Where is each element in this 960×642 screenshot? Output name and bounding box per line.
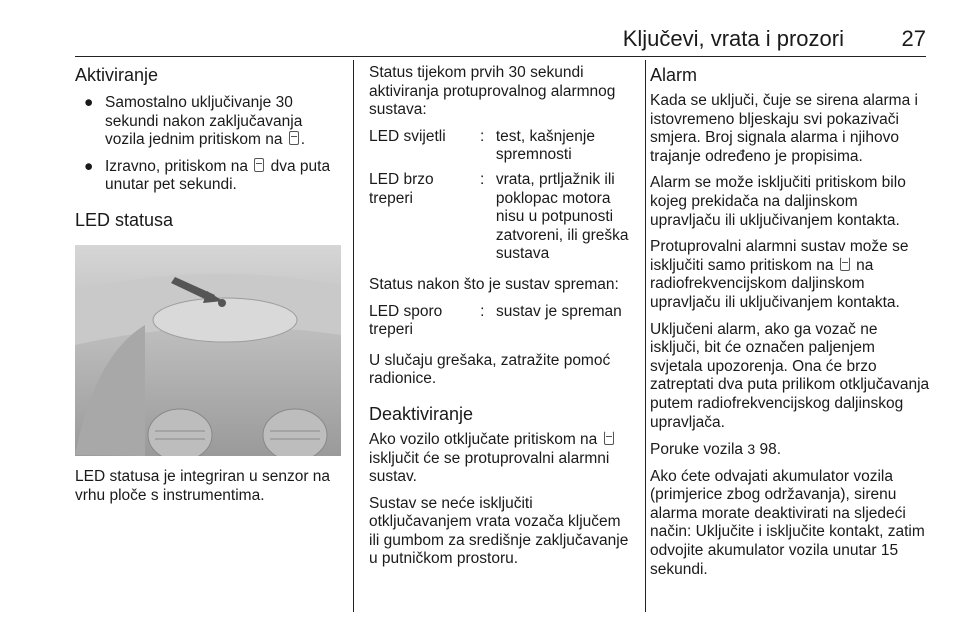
alarm-paragraph-6: Ako ćete odvajati akumulator vozila (primjerice zbog održavanja), sirenu alarma morate deaktivirati na sljedeći način: Uključite i isključite kontakt, zatim odvojite akumulator vozila unutar 15 sekundi. xyxy=(650,467,925,578)
column-middle xyxy=(369,64,635,569)
list-item xyxy=(75,158,343,195)
alarm-paragraph-5 xyxy=(650,440,930,460)
list-item xyxy=(75,94,343,150)
bullet-text: Izravno, pritiskom na xyxy=(105,157,248,175)
alarm-paragraph-4: Uključeni alarm, ako ga vozač ne isključi, bit će označen paljenjem svjetala upozorenja. Ona će brzo zatreptati dva puta prilikom otključavanja putem radiofrekvencijskog daljinskog upravljača. xyxy=(650,320,930,431)
bullet-suffix: . xyxy=(300,131,306,149)
table-sep: : xyxy=(480,170,485,188)
page-reference-arrow-icon[interactable]: 3 xyxy=(747,441,756,458)
deact-text-b: isključit će se protuprovalni alarmni sustav. xyxy=(369,449,610,486)
table-sep: : xyxy=(480,302,485,320)
deactivation-paragraph-1 xyxy=(369,431,635,487)
lock-icon xyxy=(254,158,264,172)
deact-text-a: Ako vozilo otključate pritiskom na xyxy=(369,430,598,448)
table-key: LED svijetli xyxy=(369,127,446,145)
unlock-icon xyxy=(604,431,614,445)
lock-icon xyxy=(289,131,299,145)
table-key: LED sporo treperi xyxy=(369,302,443,339)
bullet-suffix: dva puta unutar pet sekundi. xyxy=(105,157,331,194)
table-sep: : xyxy=(480,127,485,145)
table-key: LED brzo treperi xyxy=(369,170,434,207)
p5-text-a: Poruke vozila xyxy=(650,441,744,459)
heading-deactivation: Deaktiviranje xyxy=(369,403,474,424)
errors-text: U slučaju grešaka, zatražite pomoć radionice. xyxy=(369,351,611,388)
p5-text-b[interactable]: 98. xyxy=(759,441,782,459)
deactivation-paragraph-2: Sustav se neće isključiti otključavanjem vrata vozača ključem ili gumbom za središnje zaključavanje u putničkom prostoru. xyxy=(369,494,629,568)
column-right xyxy=(650,64,930,579)
alarm-paragraph-1: Kada se uključi, čuje se sirena alarma i istovremeno bljeskaju svi pokazivači smjera. Broj signala alarma i njihovo trajanje određeno je propisima. xyxy=(650,92,918,165)
bullet-icon: ● xyxy=(84,157,94,175)
status-table-2 xyxy=(369,303,635,346)
header-rule xyxy=(75,56,926,57)
bullet-icon: ● xyxy=(84,94,94,111)
activation-list xyxy=(75,94,343,195)
unlock-icon xyxy=(840,257,850,271)
alarm-paragraph-3 xyxy=(650,238,930,312)
status-first-30-text: Status tijekom prvih 30 sekundi aktiviranja protuprovalnog alarmnog sustava: xyxy=(369,64,616,119)
dashboard-led-photo xyxy=(75,245,341,456)
figure-caption: LED statusa je integriran u senzor na vrhu ploče s instrumentima. xyxy=(75,467,331,504)
alarm-paragraph-2: Alarm se može isključiti pritiskom bilo kojeg prekidača na daljinskom upravljaču ili uključivanjem kontakta. xyxy=(650,174,906,229)
p3-text-b: na radiofrekvencijskom daljinskom upravljaču ili uključivanjem kontakta. xyxy=(650,256,900,311)
page-number: 27 xyxy=(901,26,926,51)
chapter-title: Ključevi, vrata i prozori xyxy=(622,26,844,51)
column-divider-1 xyxy=(353,60,354,612)
dashboard-illustration xyxy=(75,245,341,456)
status-table-1 xyxy=(369,128,635,270)
table-row xyxy=(369,303,635,346)
table-value: vrata, prtljažnik ili poklopac motora nisu u potpunosti zatvoreni, ili greška sustava xyxy=(495,170,629,263)
bullet-text: Samostalno uključivanje 30 sekundi nakon zaključavanja vozila jednim pritiskom na xyxy=(105,94,303,149)
p3-text-a: Protuprovalni alarmni sustav može se isključiti samo pritiskom na xyxy=(650,238,909,274)
heading-activation: Aktiviranje xyxy=(75,65,159,85)
column-divider-2 xyxy=(645,60,646,612)
heading-alarm: Alarm xyxy=(650,65,698,85)
column-left xyxy=(75,64,343,505)
heading-led-status: LED statusa xyxy=(75,209,174,230)
status-ready-text: Status nakon što je sustav spreman: xyxy=(369,275,619,293)
table-row xyxy=(369,128,635,171)
table-row xyxy=(369,171,635,270)
table-value: test, kašnjenje spremnosti xyxy=(495,127,595,164)
page-header xyxy=(75,26,926,56)
table-value: sustav je spreman xyxy=(495,302,622,320)
